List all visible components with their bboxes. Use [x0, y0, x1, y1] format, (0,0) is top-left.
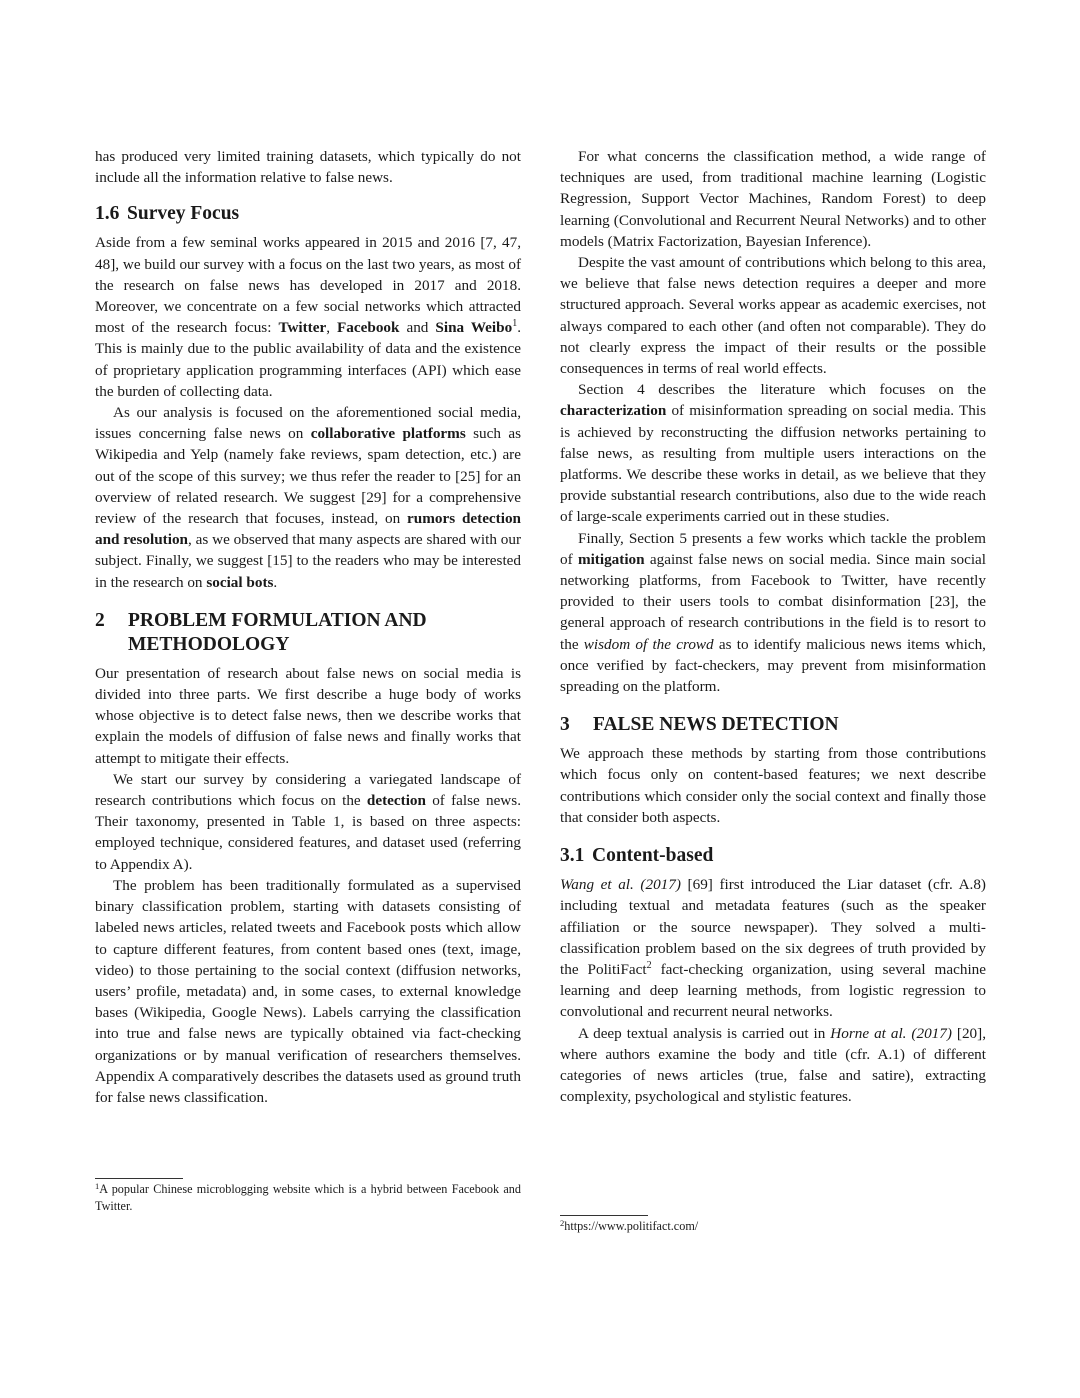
term-collaborative-platforms: collaborative platforms [310, 425, 466, 443]
paragraph-section-4: Section 4 describes the literature which focuses on the characterization of misinformation spreading on social media. This is achieved by reconstructing the diffusion networks pertaining to false news, as resulting from multiple users interactions on the platforms. We describe these works in detail, as we believe that they provide substantial research contributions, also due to the wide reach of large-scale experiments carried out in these studies. [560, 381, 986, 526]
term-rumors: rumors detection and resolution [95, 510, 521, 549]
footnote-rule [560, 1215, 648, 1216]
term-sina-weibo: Sina Weibo [435, 319, 513, 337]
paragraph-section-5: Finally, Section 5 presents a few works which tackle the problem of mitigation against false news on social media. Since main social networking platforms, from Facebook to Twitter, have recently provided to their users tools to combat disinformation [23], the general approach of research contributions in the field is to resort to the wisdom of the crowd as to identify malicious news items which, once verified by fact-checkers, may prevent from misinformation spreading on the platform. [560, 529, 986, 696]
section-heading-2 [95, 609, 521, 657]
paragraph-scope: As our analysis is focused on the aforementioned social media, issues concerning false news on collaborative platforms such as Wikipedia and Yelp (namely fake reviews, spam detection, etc.) are out of the scope of this survey; we thus refer the reader to [25] for an overview of related research. We suggest [29] for a comprehensive review of the research that focuses, instead, on rumors detection and resolution, as we observed that many aspects are shared with our subject. Finally, we suggest [15] to the readers who may be interested in the research on social bots. [95, 404, 522, 591]
paragraph-horne: A deep textual analysis is carried out in Horne at al. (2017) [20], where authors examine the body and title (cfr. A.1) of different categories of news articles (true, false and satire), extracting complexity, psychological and stylistic features. [560, 1024, 986, 1106]
term-twitter: Twitter [278, 319, 327, 337]
section-heading-3 [560, 713, 986, 737]
section-number: 2 [95, 609, 105, 631]
section-number: 3.1 [560, 845, 585, 867]
section-heading-1-6 [95, 202, 521, 226]
term-social-bots: social bots [206, 573, 274, 591]
right-column [560, 146, 986, 1107]
paragraph-survey-focus: Aside from a few seminal works appeared in 2015 and 2016 [7, 47, 48], we build our survey with a focus on the last two years, as most of the research on false news has developed in 2017 and 2018. Moreover, we concentrate on a few social networks which attracted most of the research focus: Twitter, Facebook and Sina Weibo$^1$. This is mainly due to the public availability of data and the existence of proprietary application programming interfaces (API) which ease the burden of collecting data. [95, 234, 521, 400]
footnote-ref-2: 2 [646, 959, 652, 971]
section-title: PROBLEM FORMULATION AND METHODOLOGY [128, 609, 427, 655]
term-detection: detection [366, 792, 426, 810]
footnote-ref-1: 1 [512, 318, 518, 330]
section-title: Survey Focus [127, 203, 240, 225]
paragraph-classification-method: For what concerns the classification method, a wide range of techniques are used, from traditional machine learning (Logistic Regression, Support Vector Machines, Random Forest) to deep learning (Convolutional and Recurrent Neural Networks) and to other models (Matrix Factorization, Bayesian Inference). [560, 148, 986, 250]
term-mitigation: mitigation [577, 550, 645, 568]
paragraph-despite: Despite the vast amount of contributions which belong to this area, we believe that false news detection requires a deeper and more structured approach. Several works appear as academic exercises, not always compared to each other (and often not comparable). They do not clearly express the impact of their results or the possible consequences in terms of real world effects. [560, 254, 986, 378]
section-title: FALSE NEWS DETECTION [593, 714, 839, 736]
paragraph-wang: Wang et al. (2017) [69] first introduced the Liar dataset (cfr. A.8) including textual and metadata features (such as the speaker affiliation or the source newspaper). They solved a multi-classification problem based on the six degrees of truth provided by the PolitiFact$^2$ fact-checking organization, using several machine learning and deep learning methods, from logistic regression to convolutional and recurrent neural networks. [560, 876, 986, 1021]
footnote-rule [95, 1178, 183, 1179]
term-wisdom-of-crowd: wisdom of the crowd [583, 635, 714, 653]
paragraph-approach: We approach these methods by starting from those contributions which focus only on content-based features; we next describe contributions which consider only the social context and finally those that consider both aspects. [560, 745, 986, 826]
section-number: 3 [560, 714, 570, 736]
paragraph-presentation: Our presentation of research about false news on social media is divided into three parts. We first describe a huge body of works whose objective is to detect false news, then we describe works that explain the models of diffusion of false news and finally works that attempt to mitigate their effects. [95, 664, 521, 767]
paragraph-problem: The problem has been traditionally formulated as a supervised binary classification problem, starting with datasets consisting of labeled news articles, related tweets and Facebook posts which allow to capture different features, from content based ones (text, image, video) to those pertaining to the social context (diffusion networks, users’ profile, metadata) and, in some cases, to external knowledge bases (Wikipedia, Google News). Labels carrying the classification into true and false news are typically obtained via fact-checking organizations or by manual verification of researchers themselves. Appendix A comparatively describes the datasets used as ground truth for false news classification. [95, 876, 521, 1106]
footnote-1: $^1$A popular Chinese microblogging website which is a hybrid between Facebook and Twitter. [95, 1181, 521, 1213]
left-column [95, 146, 521, 1108]
term-facebook: Facebook [337, 319, 400, 337]
citation-wang: Wang et al. (2017) [560, 876, 681, 894]
footnote-2: $^2$https://www.politifact.com/ [560, 1218, 699, 1233]
term-characterization: characterization [560, 402, 667, 420]
section-heading-3-1 [560, 844, 986, 868]
section-title: Content-based [592, 845, 714, 867]
paragraph-continued: has produced very limited training datasets, which typically do not include all the information relative to false news. [95, 148, 521, 187]
section-number: 1.6 [95, 203, 120, 225]
paragraph-landscape: We start our survey by considering a variegated landscape of research contributions which focus on the detection of false news. Their taxonomy, presented in Table 1, is based on three aspects: employed technique, considered features, and dataset used (referring to Appendix A). [95, 770, 521, 873]
citation-horne: Horne at al. (2017) [830, 1024, 952, 1042]
